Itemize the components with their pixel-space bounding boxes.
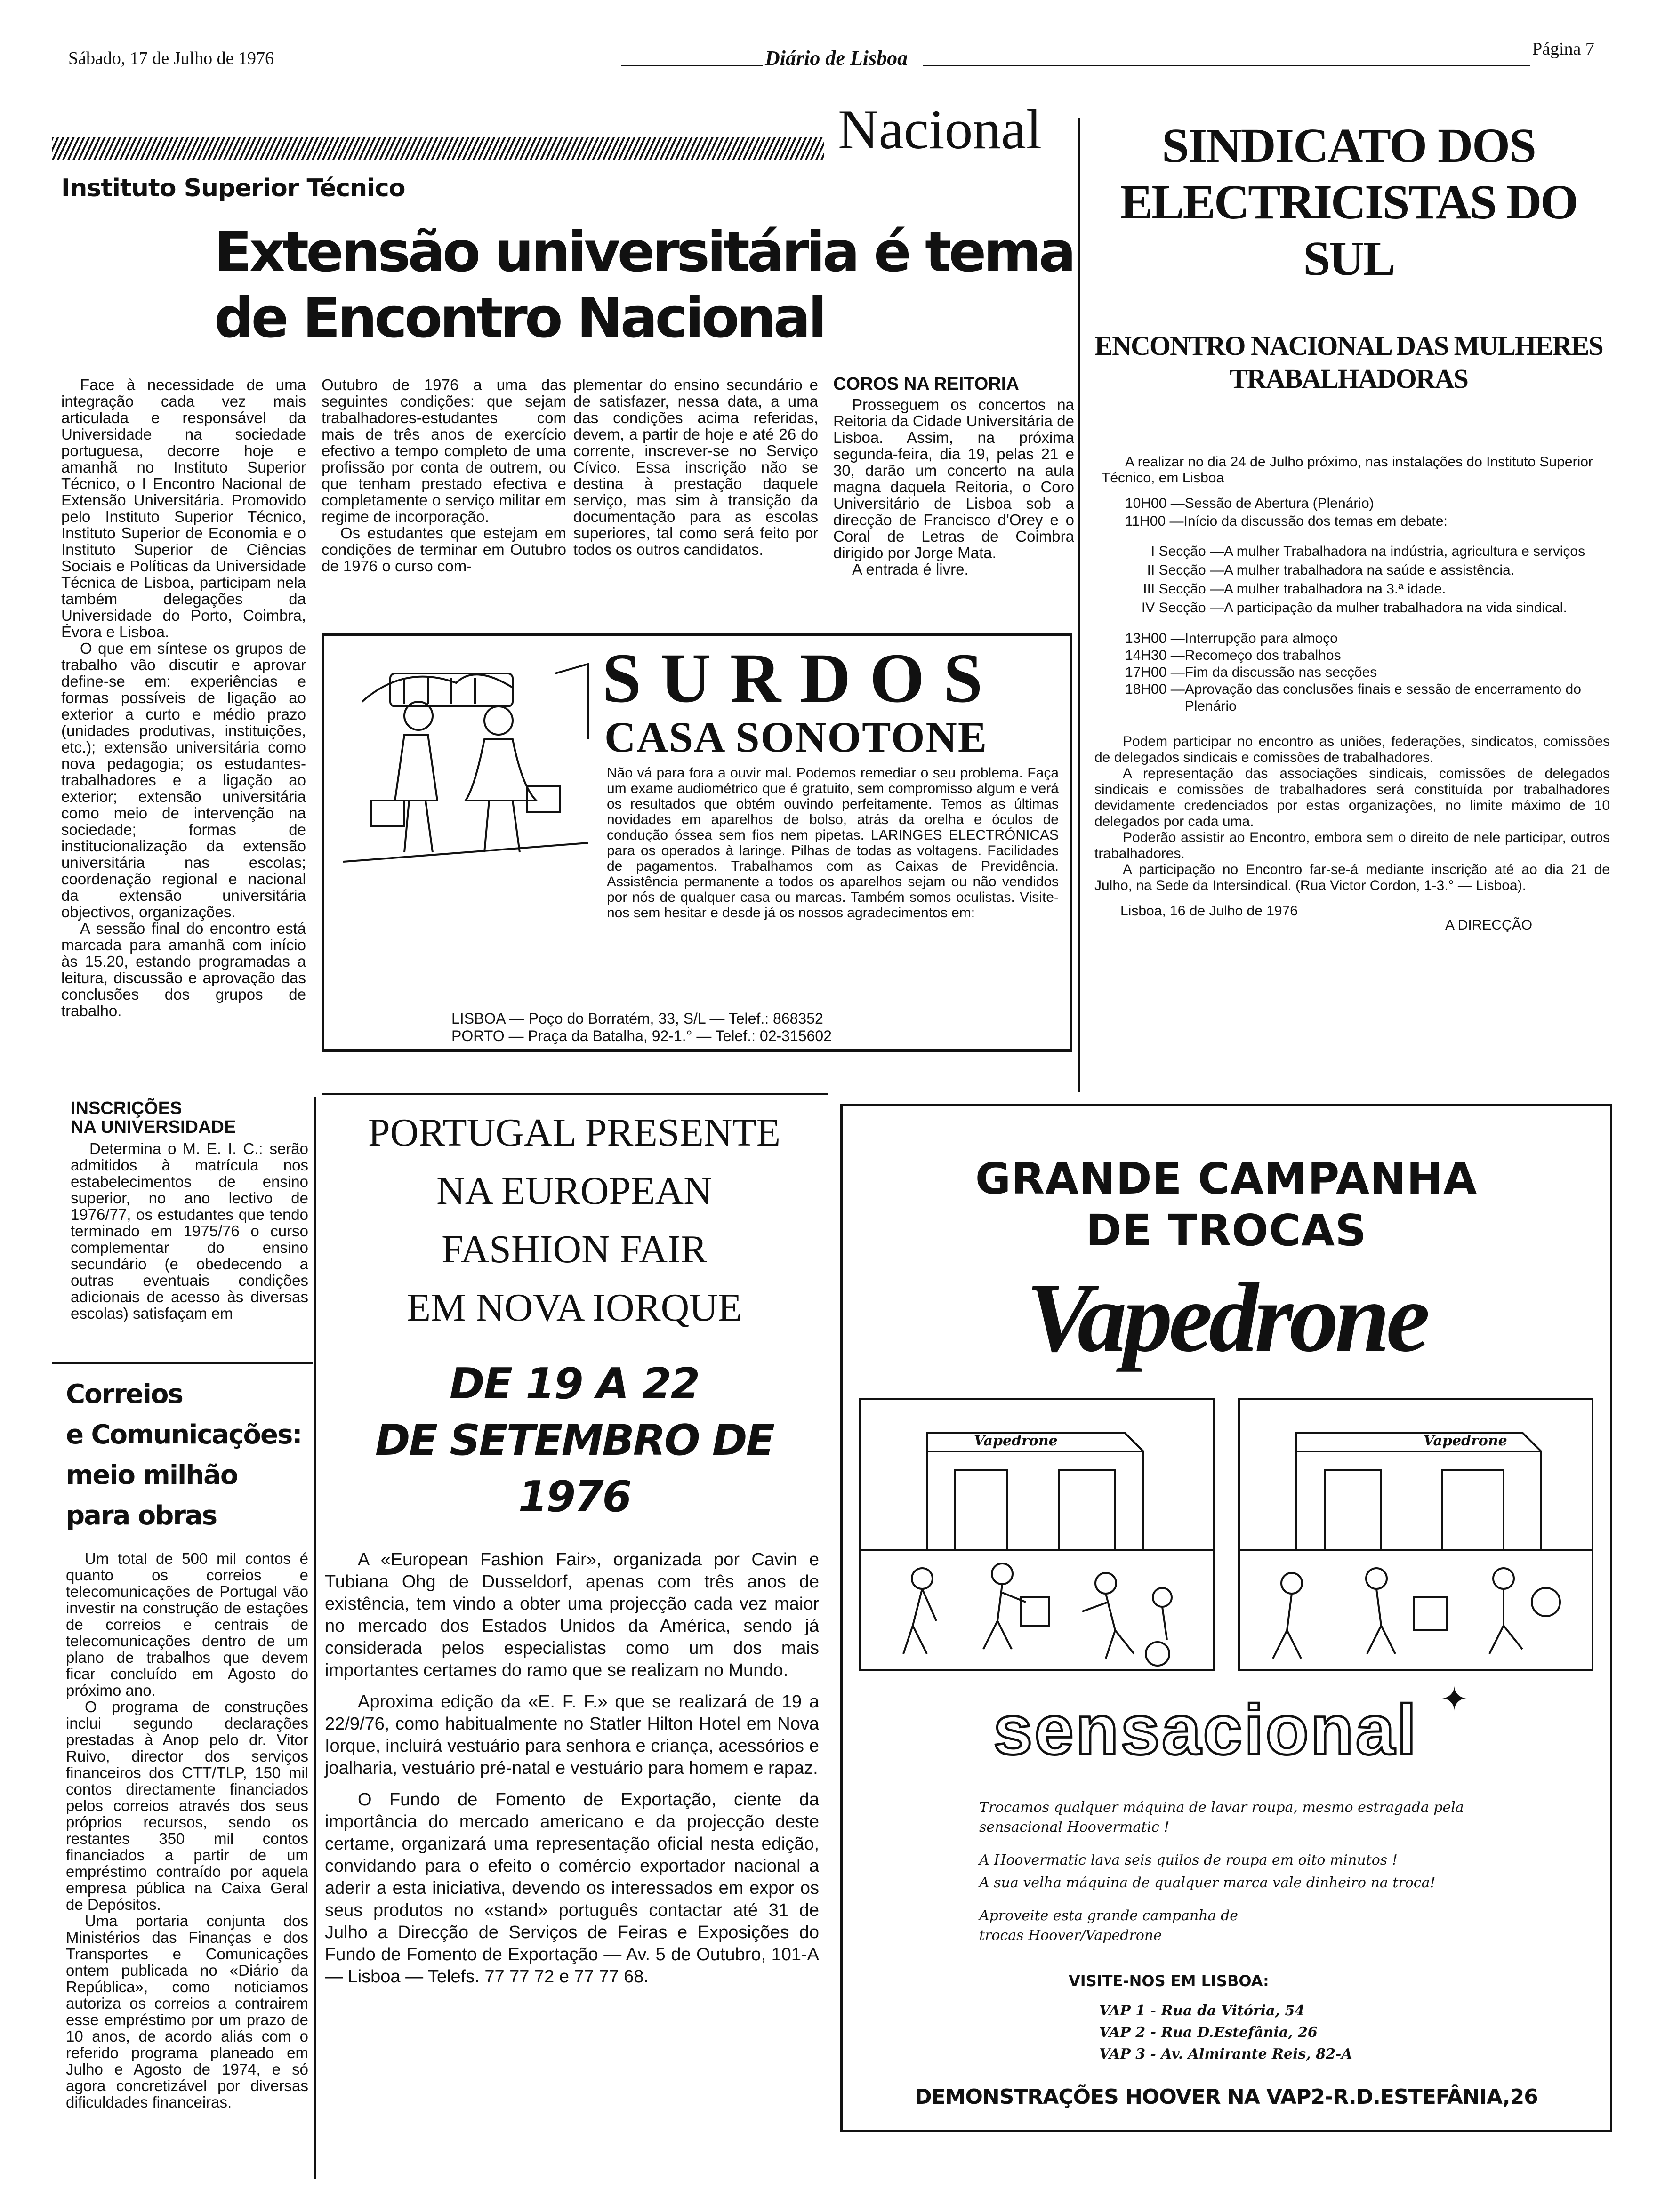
article-paragraph: Face à necessidade de uma integração cada vez mais articulada e responsável da Universidade na sociedade portuguesa, decorre hoje e amanhã no Instituto Superior Técnico, o I Encontro Nacional de Extensão Universitária. Promovido pelo Instituto Superior Técnico, Instituto Superior de Economia e o Instituto Superior de Ciências Sociais e Políticas da Universidade Técnica de Lisboa, participam nela também delegações da Universidade do Porto, Coimbra, Évora e Lisboa.	[61, 376, 306, 641]
coros-block	[833, 374, 1074, 577]
coros-paragraph: Prosseguem os concertos na Reitoria da Cidade Universitária de Lisboa. Assim, na próxima segunda-feira, dia 19, pelas 21 e 30, darão um concerto na aula magna daquela Reitoria, o Coro Universitário de Lisboa sob a direcção de Francisco d'Orey e o Coral de Letras de Coimbra dirigido por Jorge Mata.	[833, 396, 1074, 561]
sindicato-schedule-a	[1087, 495, 1610, 530]
store-drawing-right	[1240, 1400, 1592, 1669]
sindicato-place-date: Lisboa, 16 de Julho de 1976	[1120, 903, 1298, 919]
vapedrone-line: Aproveite esta grande campanha de trocas Hoover/Vapedrone	[979, 1907, 1239, 1944]
schedule-row: 10H00 — Sessão de Abertura (Plenário)	[1125, 496, 1374, 511]
sindicato-seccoes	[1087, 544, 1610, 616]
fashion-block	[325, 1104, 824, 1988]
correios-block	[66, 1374, 308, 2110]
fashion-paragraph: Aproxima edição da «E. F. F.» que se realizará de 19 a 22/9/76, como habitualmente no Statler Hilton Hotel em Nova Iorque, incluirá vestuário para senhora e criança, acessórios e joalharia, vestuário pré-natal e vestuário para homem e rapaz.	[325, 1692, 819, 1778]
inscricoes-paragraph: Determina o M. E. I. C.: serão admitidos à matrícula nos estabelecimentos de ensino superior, no ano lectivo de 1976/77, os estudantes que tendo terminado em 1975/76 o curso complementar do ensino secundário (e obedecendo a outras eventuais condições adicionais de acesso às diversas escolas) satisfaçam em	[71, 1140, 308, 1322]
fashion-paragraph: O Fundo de Fomento de Exportação, ciente da importância do mercado americano e da projecção deste certame, organizará uma representação oficial nesta edição, convidando para o efeito o comércio exportador nacional a aderir a esta iniciativa, devendo os interessados em expor os seus produtos no «stand» português contactar até 31 de Julho a Direcção de Serviços de Feiras e Exposições do Fundo de Fomento de Exportação — Av. 5 de Outubro, 101-A — Lisboa — Telefs. 77 77 72 e 77 77 68.	[325, 1790, 819, 1987]
sonotone-address-porto: PORTO — Praça da Batalha, 92-1.° — Telef.: 02-315602	[451, 1027, 832, 1044]
article-paragraph: O que em síntese os grupos de trabalho vão discutir e aprovar define-se em: experiências e formas possíveis de ligação ao exterior a curto e médio prazo (unidades produtivas, instituições, etc.); extensão universitária como nova pedagogia; os estudantes-trabalhadores e a ligação ao exterior; extensão universitária como meio de intervenção na sociedade; formas de institucionalização da extensão universitária nas escolas; coordenação regional e nacional da extensão universitária objectivos, organizações.	[61, 640, 306, 921]
sonotone-address-lisboa: LISBOA — Poço do Borratém, 33, S/L — Telef.: 868352	[451, 1010, 823, 1027]
sindicato-subtitle-1: ENCONTRO NACIONAL DAS MULHERES	[1094, 330, 1603, 361]
store-illustration-right	[1238, 1398, 1593, 1671]
sindicato-paragraphs	[1087, 734, 1610, 894]
store-illustration-left	[859, 1398, 1215, 1671]
article-paragraph: A sessão final do encontro está marcada para amanhã com início às 15.20, estando programadas a leitura, discussão e aprovação das conclusões dos grupos de trabalho.	[61, 920, 306, 1019]
article-kicker: Instituto Superior Técnico	[61, 174, 405, 202]
fashion-paragraph: A «European Fashion Fair», organizada por Cavin e Tubiana Ohg de Dusseldorf, apenas com três anos de existência, tem vindo a obter uma projecção cada vez maior no mercado dos Estados Unidos da América, sendo já considerada pelos especialistas como um dos mais importantes certames do ramo que se realizam no Mundo.	[325, 1550, 819, 1680]
sindicato-signature: A DIRECÇÃO	[1445, 917, 1533, 933]
sindicato-paragraph: Poderão assistir ao Encontro, embora sem o direito de nele participar, outros trabalhadores.	[1094, 830, 1610, 861]
seccao-row: IV Secção — A participação da mulher trabalhadora na vida sindical.	[1141, 600, 1567, 616]
fashion-body	[325, 1549, 824, 1988]
seccao-row: II Secção — A mulher trabalhadora na saúde e assistência.	[1147, 562, 1515, 578]
sonotone-subtitle: CASA SONOTONE	[604, 713, 988, 761]
vapedrone-title-1: GRANDE CAMPANHA	[975, 1154, 1478, 1204]
vapedrone-title-2: DE TROCAS	[1086, 1205, 1367, 1256]
article-headline-line1: Extensão universitária é tema	[214, 219, 1073, 284]
fashion-title-1: PORTUGAL PRESENTE	[368, 1111, 781, 1154]
sindicato-title-2: ELECTRICISTAS DO SUL	[1120, 175, 1577, 286]
fashion-top-rule	[322, 1093, 828, 1095]
sonotone-ad	[322, 633, 1072, 1052]
correios-headline-3: meio milhão	[66, 1460, 238, 1491]
article-headline-line2: de Encontro Nacional	[214, 285, 824, 350]
vapedrone-visit-title: VISITE-NOS EM LISBOA:	[1069, 1972, 1269, 1990]
sensacional-star-icon: ✦	[1440, 1681, 1468, 1717]
store-address: VAP 2 - Rua D.Estefânia, 26	[1099, 2024, 1318, 2041]
sonotone-body: Não vá para fora a ouvir mal. Podemos remediar o seu problema. Faça um exame audiométrico que é gratuito, sem compromisso algum e verá os resultados que obtém ouvindo perfeitamente. Temos as últimas novidades em aparelhos de bolso, atrás da orelha e óculos de condução óssea sem fios nem pipetas. LARINGES ELECTRÓNICAS para os operados à laringe. Pilhas de todas as voltagens. Facilidades de pagamentos. Trabalhamos com as Caixas de Previdência. Assistência permanente a todos os aparelhos sejam ou não vendidos por nós de qualquer casa ou marcas. Também somos oculistas. Visite-nos sem hesitar e desde já os nossos agradecimentos em:	[607, 765, 1059, 921]
inscricoes-title-2: NA UNIVERSIDADE	[71, 1117, 236, 1137]
sindicato-schedule-b	[1087, 630, 1610, 715]
sindicato-paragraph: A participação no Encontro far-se-á mediante inscrição até ao dia 21 de Julho, na Sede da Intersindical. (Rua Victor Cordon, 1-3.° — Lisboa).	[1094, 862, 1610, 893]
schedule-row: 14H30 — Recomeço dos trabalhos	[1125, 648, 1341, 663]
correios-paragraph: Um total de 500 mil contos é quanto os correios e telecomunicações de Portugal vão investir na construção de estações de correios e centrais de telecomunicações dentro de um plano de trabalhos que devem ficar concluído em Agosto do próximo ano.	[66, 1550, 308, 1699]
store-sign-left: Vapedrone	[974, 1433, 1058, 1449]
vapedrone-footer: DEMONSTRAÇÕES HOOVER NA VAP2-R.D.ESTEFÂNIA,26	[915, 2085, 1538, 2109]
article-column-3	[573, 377, 818, 558]
left-column-rule	[52, 1362, 313, 1364]
column-divider-right	[1078, 118, 1080, 1092]
inscricoes-title-1: INSCRIÇÕES	[71, 1098, 182, 1118]
fashion-title-4: EM NOVA IORQUE	[406, 1286, 742, 1330]
masthead-rule-left	[621, 65, 763, 66]
article-paragraph: plementar do ensino secundário e de satisfazer, nessa data, a uma das condições acima referidas, devem, a partir de hoje e até 26 do corrente, inscrever-se no Serviço Cívico. Essa inscrição não se destina à prestação daquele serviço, mas sim à transição da documentação para as escolas superiores, tal como será feito por todos os outros candidatos.	[573, 376, 818, 558]
schedule-row: 18H00 — Aprovação das conclusões finais e sessão de encerramento do Plenário	[1125, 681, 1581, 714]
vapedrone-line: Trocamos qualquer máquina de lavar roupa, mesmo estragada pela sensacional Hoovermatic !	[979, 1799, 1464, 1835]
article-column-1	[61, 377, 306, 1019]
correios-headline-4: para obras	[66, 1500, 217, 1531]
vapedrone-tagline: sensacional	[993, 1690, 1418, 1769]
store-address: VAP 1 - Rua da Vitória, 54	[1099, 2003, 1305, 2019]
correios-headline-2: e Comunicações:	[66, 1419, 302, 1450]
inscricoes-block	[71, 1099, 308, 1322]
fashion-title-2: NA EUROPEAN	[436, 1169, 712, 1213]
masthead-date: Sábado, 17 de Julho de 1976	[68, 48, 274, 68]
vapedrone-ad	[840, 1104, 1612, 2132]
schedule-row: 17H00 — Fim da discussão nas secções	[1125, 665, 1377, 680]
vapedrone-line: A sua velha máquina de qualquer marca vale dinheiro na troca!	[979, 1875, 1436, 1891]
article-paragraph: Os estudantes que estejam em condições de terminar em Outubro de 1976 o curso com-	[322, 524, 566, 575]
fashion-dates-2: DE SETEMBRO DE 1976	[375, 1416, 774, 1522]
masthead-paper-name: Diário de Lisboa	[765, 47, 908, 70]
fashion-dates-1: DE 19 A 22	[449, 1359, 700, 1409]
article-column-2	[322, 377, 566, 574]
store-sign-right: Vapedrone	[1424, 1433, 1507, 1449]
vapedrone-copy	[979, 1798, 1544, 1946]
sindicato-subtitle-2: TRABALHADORAS	[1230, 363, 1468, 394]
masthead-rule-right	[923, 65, 1530, 66]
section-title: Nacional	[838, 98, 1042, 160]
article-paragraph: Outubro de 1976 a uma das seguintes condições: que sejam trabalhadores-estudantes com mais de três anos de exercício efectivo a tempo completo de uma profissão por conta de outrem, ou que tenham prestado efectiva e completamente o serviço militar em regime de incorporação.	[322, 376, 566, 525]
correios-headline-1: Correios	[66, 1379, 183, 1410]
sindicato-block	[1087, 118, 1610, 933]
seccao-row: I Secção — A mulher Trabalhadora na indústria, agricultura e serviços	[1150, 544, 1585, 559]
section-hatch-banner	[52, 137, 824, 160]
vapedrone-stores	[1099, 2000, 1352, 2065]
coros-paragraph: A entrada é livre.	[852, 561, 969, 578]
masthead-page-number: Página 7	[1532, 39, 1594, 59]
sindicato-paragraph: Podem participar no encontro as uniões, federações, sindicatos, comissões de delegados sindicais e comissões de trabalhadores.	[1094, 734, 1610, 765]
correios-paragraph: O programa de construções inclui segundo declarações prestadas à Anop pelo dr. Vitor Ruivo, director dos serviços financeiros dos CTT/TLP, 150 mil contos directamente financiados pelos correios através dos seus próprios recursos, sendo os restantes 350 mil contos financiados a partir de um empréstimo contraído por aquela empresa pública na Caixa Geral de Depósitos.	[66, 1698, 308, 1913]
schedule-row: 13H00 — Interrupção para almoço	[1125, 631, 1338, 646]
sindicato-paragraph: A representação das associações sindicais, comissões de delegados sindicais e comissões de trabalhadores será constituída por trabalhadores devidamente credenciados por estas organizações, no limite máximo de 10 delegados por cada uma.	[1094, 766, 1610, 829]
coros-title: COROS NA REITORIA	[833, 374, 1019, 394]
vapedrone-brand: Vapedrone	[1026, 1263, 1426, 1372]
seccao-row: III Secção — A mulher trabalhadora na 3.ª idade.	[1143, 581, 1446, 597]
sindicato-title-1: SINDICATO DOS	[1162, 119, 1536, 173]
fashion-title-3: FASHION FAIR	[442, 1227, 707, 1271]
vapedrone-line: A Hoovermatic lava seis quilos de roupa em oito minutos !	[979, 1852, 1398, 1868]
store-address: VAP 3 - Av. Almirante Reis, 82-A	[1099, 2046, 1352, 2062]
sindicato-intro: A realizar no dia 24 de Julho próximo, nas instalações do Instituto Superior Técnico, em Lisboa	[1102, 454, 1593, 486]
column-divider-left	[314, 1097, 316, 2179]
correios-paragraph: Uma portaria conjunta dos Ministérios das Finanças e dos Transportes e Comunicações ontem publicada no «Diário da República», como noticiamos autoriza os correios a contrairem esse empréstimo por um prazo de 10 anos, de acordo aliás com o referido programa planeado em Julho e Agosto de 1974, e só agora concretizável por diversas dificuldades financeiras.	[66, 1912, 308, 2111]
schedule-row: 11H00 — Início da discussão dos temas em debate:	[1125, 513, 1448, 529]
sonotone-title: SURDOS	[602, 639, 1002, 717]
